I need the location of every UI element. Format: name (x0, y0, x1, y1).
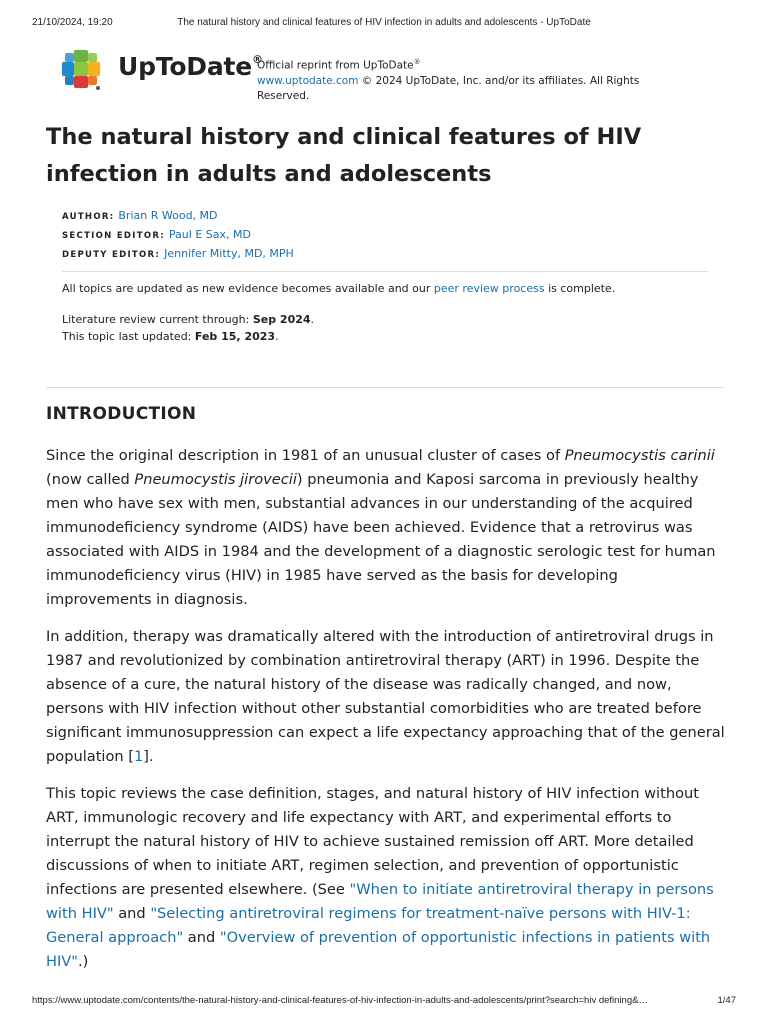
section-editor-row: SECTION EDITOR: Paul E Sax, MD (62, 228, 251, 241)
print-url: https://www.uptodate.com/contents/the-natural-history-and-clinical-features-of-hiv-infection-in-adults-and-adolescents/print?search=hiv defining&… (32, 995, 648, 1006)
topic-link-prevention[interactable]: "Overview of prevention of opportunistic infections in patients with HIV" (46, 929, 711, 970)
reprint-notice: Official reprint from UpToDate® www.uptodate.com © 2024 UpToDate, Inc. and/or its affiliates. All Rights Reserved. (257, 58, 640, 102)
print-date: 21/10/2024, 19:20 (32, 17, 113, 28)
print-footer (32, 995, 736, 1009)
print-header (32, 17, 736, 31)
author-row: AUTHOR: Brian R Wood, MD (62, 209, 218, 222)
print-page-title: The natural history and clinical features of HIV infection in adults and adolescents - UpToDate (177, 17, 591, 28)
divider (62, 271, 708, 272)
peer-review-link[interactable]: peer review process (433, 282, 545, 295)
divider (46, 387, 724, 388)
paragraph: Since the original description in 1981 of an unusual cluster of cases of Pneumocystis carinii (now called Pneumocystis jirovecii) pneumonia and Kaposi sarcoma in previously healthy men who have sex with men, substantial advances in our understanding of the acquired immunodeficiency syndrome (AIDS) have been achieved. Evidence that a retrovirus was associated with AIDS in 1984 and the development of a diagnostic serologic test for human immunodeficiency virus (HIV) in 1985 have served as the basis for developing improvements in diagnosis. (46, 447, 716, 608)
reprint-line: Official reprint from UpToDate (257, 59, 414, 72)
last-updated-date: This topic last updated: Feb 15, 2023. (62, 330, 279, 343)
section-heading-introduction: INTRODUCTION (46, 404, 197, 424)
author-list (62, 207, 294, 264)
header-logo-row (60, 48, 680, 102)
update-notice: All topics are updated as new evidence becomes available and our peer review process is complete. (62, 282, 616, 295)
uptodate-logo-icon (60, 48, 104, 92)
topic-link-regimen-selection[interactable]: "Selecting antiretroviral regimens for treatment-naïve persons with HIV-1: General approach" (46, 905, 691, 946)
uptodate-logo-text: UpToDate® (118, 52, 263, 81)
copyright-text: © 2024 UpToDate, Inc. and/or its affiliates. All Rights Reserved. (257, 74, 640, 102)
reference-link[interactable]: 1 (134, 748, 144, 765)
paragraph: This topic reviews the case definition, stages, and natural history of HIV infection without ART, immunologic recovery and life expectancy with ART, and experimental efforts to interrupt the natural history of HIV to achieve sustained remission off ART. More detailed discussions of when to initiate ART, regimen selection, and prevention of opportunistic infections are presented elsewhere. (See "When to initiate antiretroviral therapy in persons with HIV" and "Selecting antiretroviral regimens for treatment-naïve persons with HIV-1: General approach" and "Overview of prevention of opportunistic infections in patients with HIV".) (46, 785, 714, 970)
review-dates (62, 311, 314, 345)
literature-review-date: Literature review current through: Sep 2024. (62, 313, 315, 326)
deputy-editor-row: DEPUTY EDITOR: Jennifer Mitty, MD, MPH (62, 247, 294, 260)
author-link[interactable]: Brian R Wood, MD (118, 209, 218, 222)
deputy-editor-link[interactable]: Jennifer Mitty, MD, MPH (164, 247, 294, 260)
article-title: The natural history and clinical features of HIV infection in adults and adolescents (46, 124, 642, 187)
topic-link-initiate-art[interactable]: "When to initiate antiretroviral therapy in persons with HIV" (46, 881, 714, 922)
paragraph: In addition, therapy was dramatically altered with the introduction of antiretroviral drugs in 1987 and revolutionized by combination antiretroviral therapy (ART) in 1996. Despite the absence of a cure, the natural history of the disease was radically changed, and now, persons with HIV infection without other substantial comorbidities who are treated before significant immunosuppression can expect a life expectancy approaching that of the general population [1]. (46, 628, 725, 765)
page-number: 1/47 (717, 995, 736, 1006)
section-editor-link[interactable]: Paul E Sax, MD (168, 228, 251, 241)
uptodate-site-link[interactable]: www.uptodate.com (257, 74, 359, 87)
